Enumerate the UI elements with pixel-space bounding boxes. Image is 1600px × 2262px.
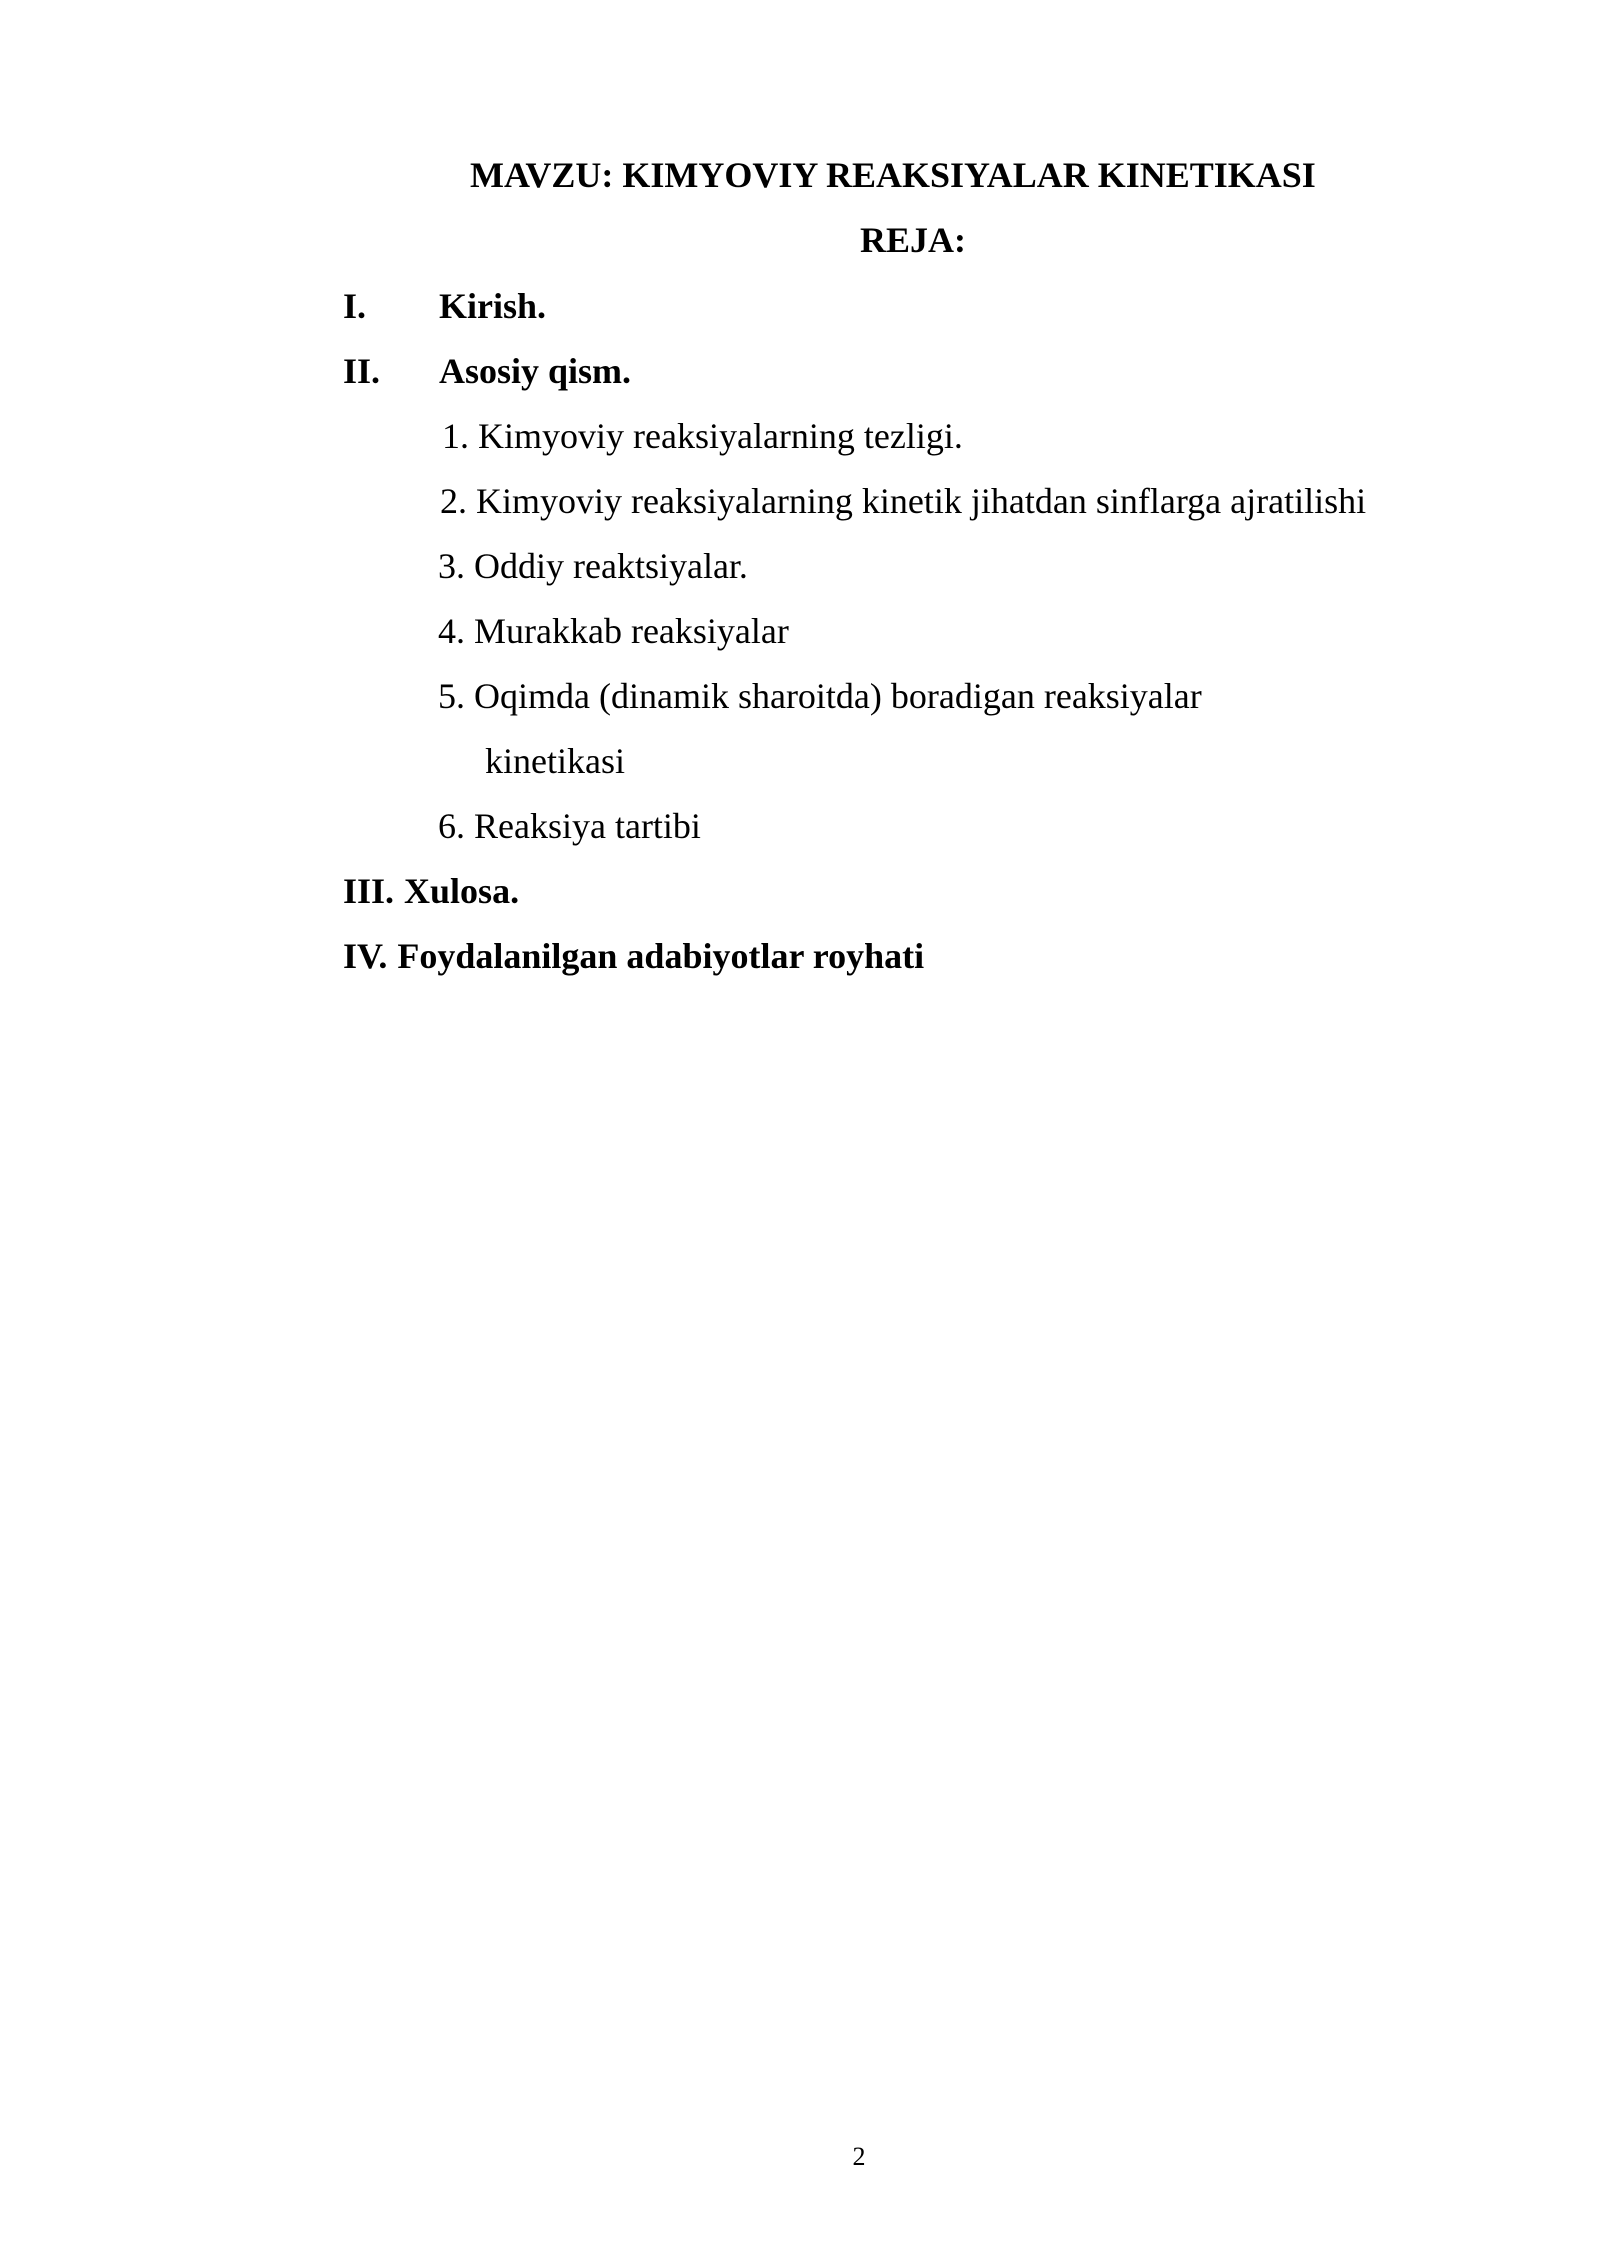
subitem-6: 6. Reaksiya tartibi xyxy=(438,806,701,846)
section-label: Kirish. xyxy=(439,286,547,326)
document-title: MAVZU: KIMYOVIY REAKSIYALAR KINETIKASI xyxy=(470,155,1316,195)
subitem-1: 1. Kimyoviy reaksiyalarning tezligi. xyxy=(442,416,963,456)
section-item-introduction xyxy=(343,286,546,326)
subitem-2: 2. Kimyoviy reaksiyalarning kinetik jihatdan sinflarga ajratilishi xyxy=(440,481,1367,521)
section-item-references xyxy=(343,936,924,976)
section-numeral: III. xyxy=(343,871,395,911)
page-number: 2 xyxy=(852,2142,866,2171)
subitem-5-continuation: kinetikasi xyxy=(485,741,625,781)
section-numeral: I. xyxy=(343,286,367,326)
section-label: Xulosa. xyxy=(404,871,520,911)
subitem-4: 4. Murakkab reaksiyalar xyxy=(438,611,789,651)
subitem-5: 5. Oqimda (dinamik sharoitda) boradigan reaksiyalar xyxy=(438,676,1202,716)
plan-heading: REJA: xyxy=(860,220,966,260)
subitem-3: 3. Oddiy reaktsiyalar. xyxy=(438,546,748,586)
section-numeral: II. xyxy=(343,351,381,391)
section-item-main-part xyxy=(343,351,631,391)
section-item-conclusion xyxy=(343,871,519,911)
section-label: Foydalanilgan adabiyotlar royhati xyxy=(397,936,925,976)
section-numeral: IV. xyxy=(343,936,388,976)
section-label: Asosiy qism. xyxy=(439,351,632,391)
